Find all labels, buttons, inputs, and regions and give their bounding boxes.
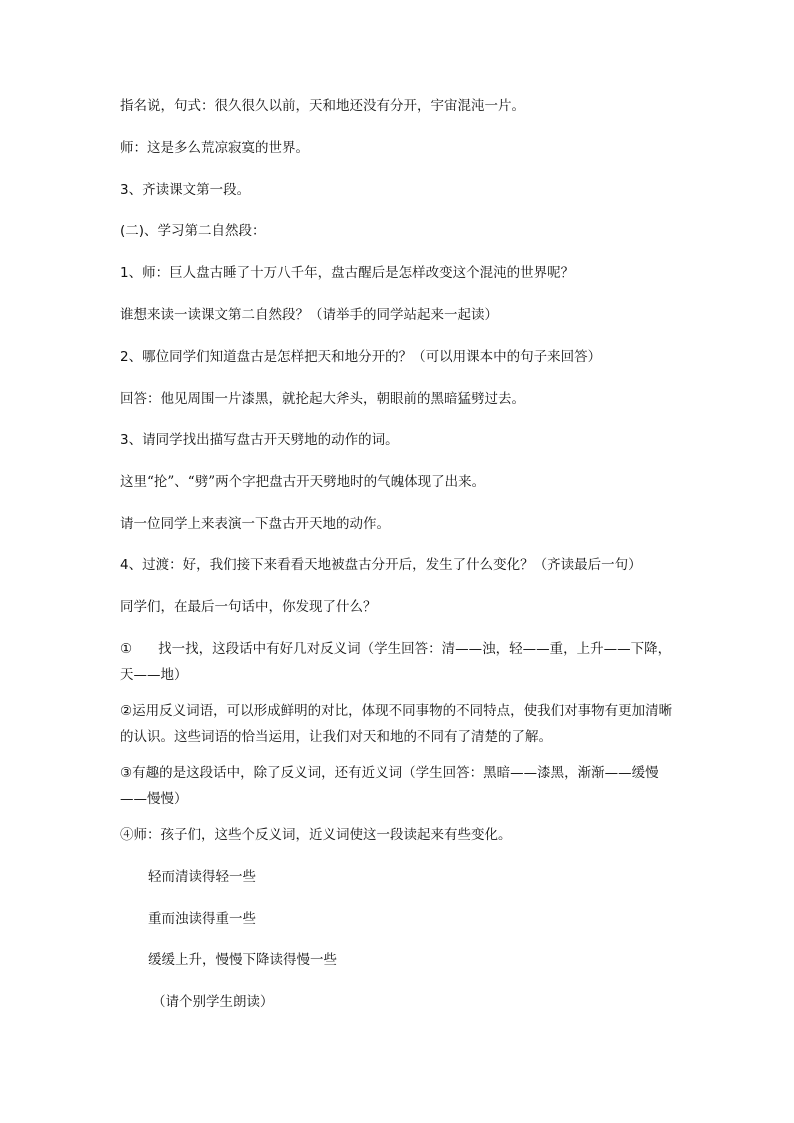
paragraph: 2、哪位同学们知道盘古是怎样把天和地分开的？（可以用课本中的句子来回答） <box>120 349 602 365</box>
paragraph: 请一位同学上来表演一下盘古开天地的动作。 <box>120 516 390 532</box>
list-item <box>120 636 680 688</box>
list-marker: ① <box>120 641 133 657</box>
reading-instruction: 轻而清读得轻一些 <box>148 869 256 885</box>
list-item-text: 找一找，这段话中有好几对反义词（学生回答：清——浊，轻——重，上升——下降，天——地） <box>120 641 672 683</box>
paragraph: 3、请同学找出描写盘古开天劈地的动作的词。 <box>120 432 399 448</box>
paragraph: 指名说，句式：很久很久以前，天和地还没有分开，宇宙混沌一片。 <box>120 98 525 114</box>
section-heading: (二)、学习第二自然段： <box>120 223 266 239</box>
paragraph: 4、过渡：好，我们接下来看看天地被盘古分开后，发生了什么变化？（齐读最后一句） <box>120 557 642 573</box>
paragraph: 1、师：巨人盘古睡了十万八千年，盘古醒后是怎样改变这个混沌的世界呢？ <box>120 265 575 281</box>
paragraph: 回答：他见周围一片漆黑，就抡起大斧头，朝眼前的黑暗猛劈过去。 <box>120 391 525 407</box>
paragraph: 同学们，在最后一句话中，你发现了什么？ <box>120 599 377 615</box>
paragraph: 这里“抡”、“劈”两个字把盘古开天劈地时的气魄体现了出来。 <box>120 474 486 490</box>
paragraph: 3、齐读课文第一段。 <box>120 182 251 198</box>
list-item: ②运用反义词语，可以形成鲜明的对比，体现不同事物的不同特点，使我们对事物有更加清晰的认识。这些词语的恰当运用，让我们对天和地的不同有了清楚的了解。 <box>120 703 673 745</box>
reading-instruction: 缓缓上升，慢慢下降读得慢一些 <box>148 952 337 968</box>
reading-instruction: （请个别学生朗读） <box>152 994 274 1010</box>
paragraph: 师：这是多么荒凉寂寞的世界。 <box>120 140 309 156</box>
paragraph: 谁想来读一读课文第二自然段？（请举手的同学站起来一起读） <box>120 307 498 323</box>
reading-instruction: 重而浊读得重一些 <box>148 911 256 927</box>
list-item: ③有趣的是这段话中，除了反义词，还有近义词（学生回答：黑暗——漆黑，渐渐——缓慢——慢慢） <box>120 765 659 807</box>
list-item: ④师：孩子们，这些个反义词，近义词使这一段读起来有些变化。 <box>120 827 512 843</box>
